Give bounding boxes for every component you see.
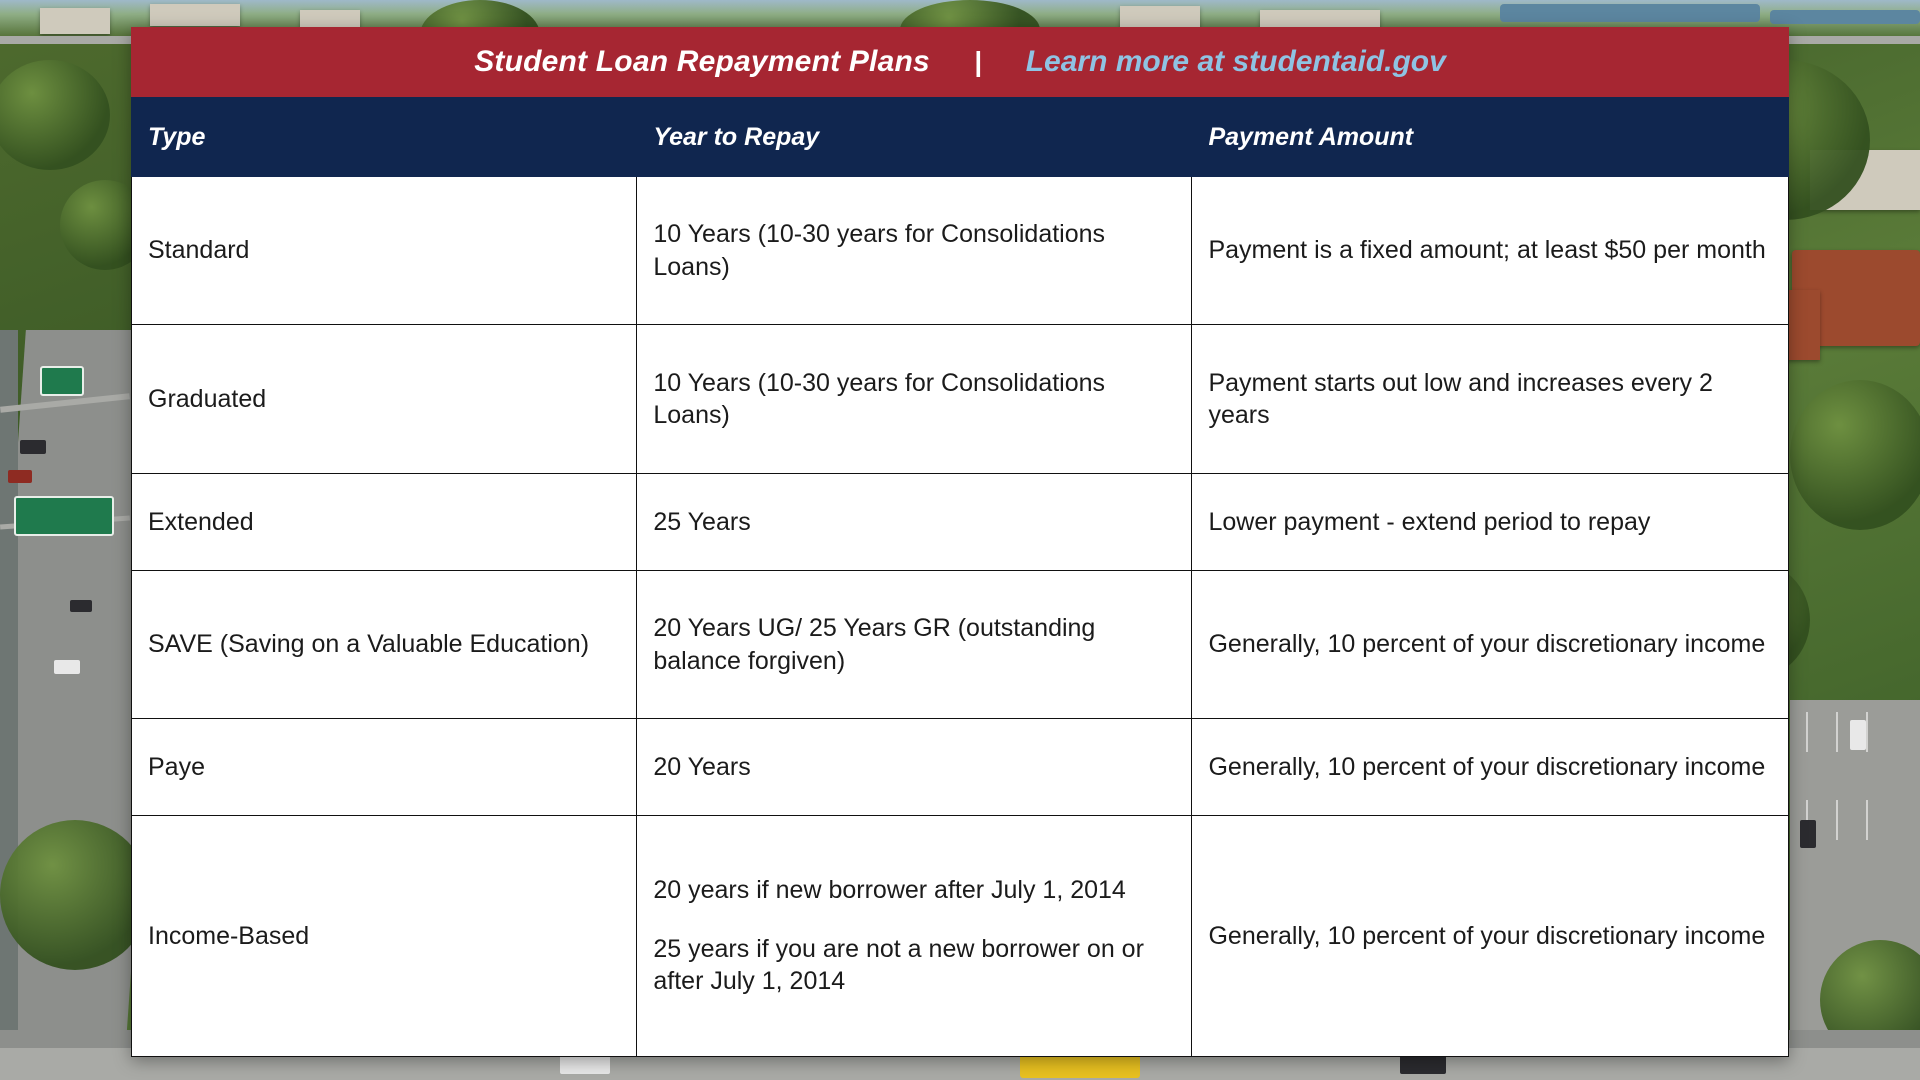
cell-amount (1192, 473, 1789, 570)
cell-type: Graduated (132, 325, 637, 473)
column-header-payment-amount: Payment Amount (1192, 98, 1789, 177)
table-row (132, 719, 1789, 816)
column-header-type: Type (132, 98, 637, 177)
cell-years-line: 20 Years (653, 752, 751, 781)
cell-years (637, 177, 1192, 325)
cell-amount-line: Payment is a fixed amount; at least $50 per month (1208, 236, 1766, 265)
page-title: Student Loan Repayment Plans (474, 45, 930, 78)
cell-years (637, 325, 1192, 473)
cell-years (637, 570, 1192, 718)
cell-years (637, 473, 1192, 570)
table-header-row (132, 98, 1789, 177)
cell-amount (1192, 177, 1789, 325)
cell-amount (1192, 719, 1789, 816)
column-header-year-to-repay: Year to Repay (637, 98, 1192, 177)
cell-years-line: 10 Years (10-30 years for Consolidations Loans) (653, 220, 1106, 281)
cell-type: Standard (132, 177, 637, 325)
title-separator: | (973, 46, 982, 77)
cell-amount-line: Generally, 10 percent of your discretionary income (1208, 752, 1766, 781)
cell-amount-line: Generally, 10 percent of your discretionary income (1208, 630, 1766, 659)
cell-amount (1192, 325, 1789, 473)
cell-years-line: 25 years if you are not a new borrower on or after July 1, 2014 (653, 934, 1144, 996)
cell-years-line: 25 Years (653, 507, 751, 536)
cell-type: SAVE (Saving on a Valuable Education) (132, 570, 637, 718)
table-row (132, 473, 1789, 570)
studentaid-link[interactable]: Learn more at studentaid.gov (1025, 45, 1446, 78)
cell-amount (1192, 816, 1789, 1057)
cell-type: Extended (132, 473, 637, 570)
repayment-plans-card (131, 27, 1789, 1057)
table-header (132, 98, 1789, 177)
table-row (132, 325, 1789, 473)
card-title-bar (131, 27, 1789, 97)
cell-years-line: 20 years if new borrower after July 1, 2014 (653, 876, 1126, 905)
cell-years-line: 10 Years (10-30 years for Consolidations Loans) (653, 368, 1106, 430)
cell-amount (1192, 570, 1789, 718)
table-row (132, 177, 1789, 325)
cell-years (637, 719, 1192, 816)
cell-amount-line: Generally, 10 percent of your discretionary income (1208, 921, 1766, 950)
cell-type: Income-Based (132, 816, 637, 1057)
cell-years (637, 816, 1192, 1057)
cell-years-line: 20 Years UG/ 25 Years GR (outstanding balance forgiven) (653, 614, 1096, 675)
table-row (132, 570, 1789, 718)
cell-amount-line: Payment starts out low and increases every 2 years (1208, 368, 1713, 430)
table-body (132, 177, 1789, 1057)
repayment-plans-table (131, 97, 1789, 1057)
cell-amount-line: Lower payment - extend period to repay (1208, 507, 1651, 536)
cell-type: Paye (132, 719, 637, 816)
table-row (132, 816, 1789, 1057)
